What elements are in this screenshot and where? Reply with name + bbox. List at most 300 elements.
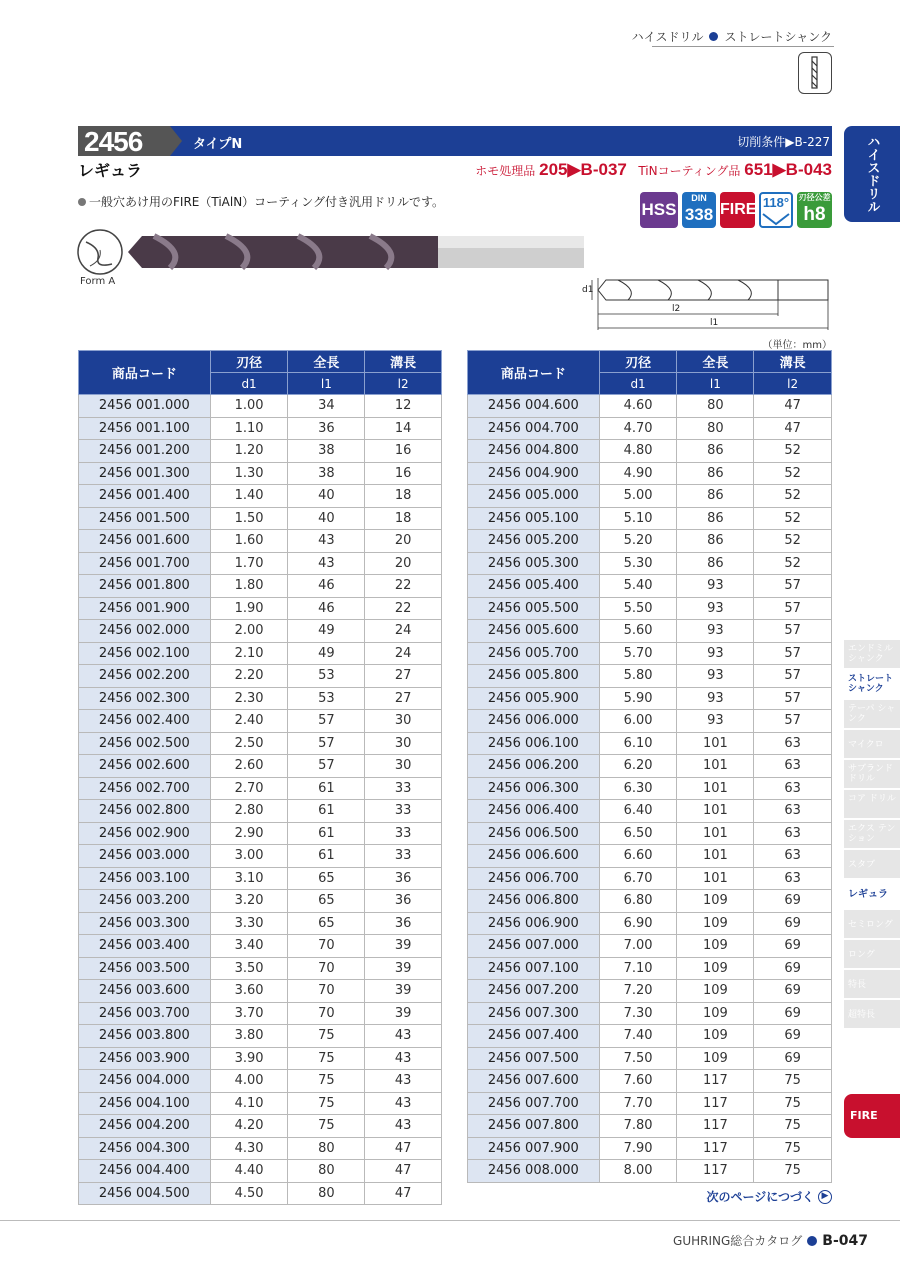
- table-row: [79, 822, 442, 845]
- product-code: 2456 005.500: [468, 597, 600, 620]
- overall-length-l1: 101: [677, 867, 754, 890]
- continue-next-page-link[interactable]: [706, 1188, 832, 1205]
- overall-length-l1: 65: [288, 867, 365, 890]
- flute-length-l2: 33: [365, 822, 442, 845]
- description: [78, 193, 444, 210]
- flute-length-l2: 52: [754, 552, 832, 575]
- flute-length-l2: 20: [365, 530, 442, 553]
- product-code: 2456 007.900: [468, 1137, 600, 1160]
- sidebar-item-core-drill[interactable]: コア ドリル: [844, 790, 900, 820]
- overall-length-l1: 109: [677, 1025, 754, 1048]
- overall-length-l1: 57: [288, 710, 365, 733]
- overall-length-l1: 46: [288, 597, 365, 620]
- table-row: [79, 710, 442, 733]
- drill-icon: [798, 52, 832, 94]
- product-code: 2456 006.500: [468, 822, 600, 845]
- overall-length-l1: 75: [288, 1025, 365, 1048]
- flute-length-l2: 47: [365, 1160, 442, 1183]
- flute-length-l2: 52: [754, 440, 832, 463]
- diameter-d1: 5.50: [599, 597, 677, 620]
- table-row: [468, 710, 832, 733]
- overall-length-l1: 75: [288, 1070, 365, 1093]
- cutting-conditions-link[interactable]: 切削条件▶B-227: [737, 135, 830, 149]
- continue-text: 次のページにつづく: [706, 1190, 814, 1204]
- product-code: 2456 006.400: [468, 800, 600, 823]
- diameter-d1: 1.70: [210, 552, 288, 575]
- tolerance-badge: [797, 192, 832, 228]
- table-row: [468, 867, 832, 890]
- diameter-d1: 8.00: [599, 1160, 677, 1183]
- flute-length-l2: 20: [365, 552, 442, 575]
- overall-length-l1: 86: [677, 530, 754, 553]
- flute-length-l2: 18: [365, 485, 442, 508]
- product-code: 2456 001.000: [79, 395, 211, 418]
- table-row: [468, 755, 832, 778]
- table-row: [79, 395, 442, 418]
- table-row: [468, 1115, 832, 1138]
- diameter-d1: 4.60: [599, 395, 677, 418]
- overall-length-l1: 93: [677, 597, 754, 620]
- overall-length-l1: 109: [677, 957, 754, 980]
- diameter-d1: 5.10: [599, 507, 677, 530]
- diameter-d1: 7.20: [599, 980, 677, 1003]
- homo-ref-link[interactable]: ▶B-037: [567, 160, 627, 179]
- overall-length-l1: 93: [677, 642, 754, 665]
- product-code: 2456 001.300: [79, 462, 211, 485]
- col-header-flute-length: 溝長: [365, 351, 442, 373]
- table-row: [79, 800, 442, 823]
- table-row: [468, 440, 832, 463]
- table-row: [79, 935, 442, 958]
- dimension-drawing: [578, 270, 834, 336]
- sidebar-item-subland-drill[interactable]: サブランド ドリル: [844, 760, 900, 790]
- product-code: 2456 007.400: [468, 1025, 600, 1048]
- overall-length-l1: 109: [677, 912, 754, 935]
- overall-length-l1: 93: [677, 710, 754, 733]
- diameter-d1: 3.80: [210, 1025, 288, 1048]
- overall-length-l1: 75: [288, 1047, 365, 1070]
- overall-length-l1: 109: [677, 980, 754, 1003]
- table-row: [468, 665, 832, 688]
- product-code: 2456 007.000: [468, 935, 600, 958]
- flute-length-l2: 57: [754, 710, 832, 733]
- diameter-d1: 4.00: [210, 1070, 288, 1093]
- product-code: 2456 006.600: [468, 845, 600, 868]
- product-number: 2456: [78, 126, 170, 156]
- sidebar-item-extra-long[interactable]: 特長: [844, 970, 900, 1000]
- sidebar-tab-fire[interactable]: FIRE: [844, 1094, 900, 1138]
- overall-length-l1: 61: [288, 800, 365, 823]
- table-row: [79, 440, 442, 463]
- diameter-d1: 4.50: [210, 1182, 288, 1205]
- overall-length-l1: 70: [288, 980, 365, 1003]
- table-row: [79, 1092, 442, 1115]
- flute-length-l2: 39: [365, 935, 442, 958]
- diameter-d1: 4.70: [599, 417, 677, 440]
- table-row: [468, 845, 832, 868]
- form-label: Form A: [80, 276, 116, 287]
- table-row: [468, 935, 832, 958]
- bullet-icon: [78, 198, 86, 206]
- product-code: 2456 004.500: [79, 1182, 211, 1205]
- sidebar-item-super-long[interactable]: 超特長: [844, 1000, 900, 1030]
- bullet-icon: [807, 1236, 817, 1246]
- table-row: [468, 912, 832, 935]
- flute-length-l2: 57: [754, 620, 832, 643]
- overall-length-l1: 117: [677, 1070, 754, 1093]
- flute-length-l2: 52: [754, 530, 832, 553]
- col-header-diameter: 刃径: [599, 351, 677, 373]
- product-code: 2456 003.900: [79, 1047, 211, 1070]
- sidebar-tab-high-speed-drill[interactable]: ハイスドリル: [844, 126, 900, 222]
- bullet-icon: [709, 32, 718, 41]
- overall-length-l1: 38: [288, 462, 365, 485]
- table-row: [468, 980, 832, 1003]
- col-header-overall-length: 全長: [677, 351, 754, 373]
- diameter-d1: 6.50: [599, 822, 677, 845]
- flute-length-l2: 63: [754, 732, 832, 755]
- table-row: [468, 485, 832, 508]
- diameter-d1: 4.90: [599, 462, 677, 485]
- product-code: 2456 004.200: [79, 1115, 211, 1138]
- flute-length-l2: 33: [365, 845, 442, 868]
- diameter-d1: 1.10: [210, 417, 288, 440]
- overall-length-l1: 53: [288, 687, 365, 710]
- product-code: 2456 006.700: [468, 867, 600, 890]
- col-header-code: 商品コード: [79, 351, 211, 395]
- diameter-d1: 2.00: [210, 620, 288, 643]
- tolerance-value: h8: [803, 204, 826, 225]
- breadcrumb: [632, 28, 832, 45]
- product-code: 2456 005.100: [468, 507, 600, 530]
- sidebar-item-extension[interactable]: エクス テンション: [844, 820, 900, 850]
- diameter-d1: 5.20: [599, 530, 677, 553]
- flute-length-l2: 27: [365, 665, 442, 688]
- overall-length-l1: 109: [677, 935, 754, 958]
- overall-length-l1: 117: [677, 1160, 754, 1183]
- col-header-l2: l2: [365, 373, 442, 395]
- table-row: [468, 1002, 832, 1025]
- product-code: 2456 003.300: [79, 912, 211, 935]
- table-row: [79, 912, 442, 935]
- diameter-d1: 7.10: [599, 957, 677, 980]
- diameter-d1: 4.10: [210, 1092, 288, 1115]
- product-code: 2456 005.600: [468, 620, 600, 643]
- diameter-d1: 4.30: [210, 1137, 288, 1160]
- flute-length-l2: 43: [365, 1070, 442, 1093]
- product-code: 2456 003.700: [79, 1002, 211, 1025]
- table-row: [79, 507, 442, 530]
- product-code: 2456 007.700: [468, 1092, 600, 1115]
- table-row: [468, 642, 832, 665]
- diameter-d1: 3.50: [210, 957, 288, 980]
- overall-length-l1: 80: [288, 1182, 365, 1205]
- table-row: [468, 1160, 832, 1183]
- flute-length-l2: 69: [754, 1002, 832, 1025]
- diameter-d1: 6.70: [599, 867, 677, 890]
- product-code: 2456 007.100: [468, 957, 600, 980]
- flute-length-l2: 57: [754, 575, 832, 598]
- flute-length-l2: 18: [365, 507, 442, 530]
- flute-length-l2: 24: [365, 642, 442, 665]
- table-row: [468, 552, 832, 575]
- table-row: [468, 507, 832, 530]
- table-row: [468, 890, 832, 913]
- table-row: [79, 867, 442, 890]
- product-code: 2456 003.000: [79, 845, 211, 868]
- table-row: [468, 800, 832, 823]
- flute-length-l2: 52: [754, 507, 832, 530]
- diameter-d1: 2.30: [210, 687, 288, 710]
- breadcrumb-category: ハイスドリル: [631, 30, 704, 44]
- product-code: 2456 004.400: [79, 1160, 211, 1183]
- sidebar-item-straight-shank[interactable]: ストレート シャンク: [844, 670, 900, 700]
- drill-image: [76, 228, 596, 280]
- table-row: [468, 575, 832, 598]
- arrow-icon: [170, 126, 182, 156]
- table-row: [468, 822, 832, 845]
- flute-length-l2: 47: [754, 395, 832, 418]
- table-row: [468, 1047, 832, 1070]
- table-row: [468, 530, 832, 553]
- table-row: [79, 530, 442, 553]
- flute-length-l2: 75: [754, 1115, 832, 1138]
- diameter-d1: 3.60: [210, 980, 288, 1003]
- product-code: 2456 002.300: [79, 687, 211, 710]
- diameter-d1: 6.10: [599, 732, 677, 755]
- homo-number: 205: [539, 160, 568, 179]
- diameter-d1: 3.90: [210, 1047, 288, 1070]
- product-code: 2456 004.600: [468, 395, 600, 418]
- description-text: 一般穴あけ用のFIRE（TiAlN）コーティング付き汎用ドリルです。: [89, 195, 445, 209]
- overall-length-l1: 65: [288, 890, 365, 913]
- sidebar-item-endmill-shank[interactable]: エンドミル シャンク: [844, 640, 900, 670]
- din-top: DIN: [691, 193, 707, 203]
- diameter-d1: 1.40: [210, 485, 288, 508]
- table-row: [79, 1115, 442, 1138]
- product-table-left: [78, 350, 442, 1205]
- table-row: [468, 1092, 832, 1115]
- flute-length-l2: 39: [365, 980, 442, 1003]
- diameter-d1: 2.40: [210, 710, 288, 733]
- overall-length-l1: 80: [677, 417, 754, 440]
- series-name: レギュラ: [78, 161, 143, 180]
- overall-length-l1: 86: [677, 440, 754, 463]
- product-code: 2456 004.700: [468, 417, 600, 440]
- product-code: 2456 007.300: [468, 1002, 600, 1025]
- reference-line: [475, 160, 832, 180]
- table-row: [468, 1025, 832, 1048]
- table-row: [79, 665, 442, 688]
- product-code: 2456 003.400: [79, 935, 211, 958]
- product-code: 2456 005.200: [468, 530, 600, 553]
- table-row: [79, 485, 442, 508]
- table-row: [468, 395, 832, 418]
- flute-length-l2: 39: [365, 1002, 442, 1025]
- product-code: 2456 003.500: [79, 957, 211, 980]
- sidebar-item-long[interactable]: ロング: [844, 940, 900, 970]
- diameter-d1: 6.20: [599, 755, 677, 778]
- product-code: 2456 005.400: [468, 575, 600, 598]
- product-code: 2456 002.500: [79, 732, 211, 755]
- diameter-d1: 4.20: [210, 1115, 288, 1138]
- flute-length-l2: 47: [754, 417, 832, 440]
- flute-length-l2: 12: [365, 395, 442, 418]
- table-row: [79, 462, 442, 485]
- overall-length-l1: 75: [288, 1092, 365, 1115]
- overall-length-l1: 109: [677, 890, 754, 913]
- col-header-l1: l1: [677, 373, 754, 395]
- unit-note: （単位：mm）: [762, 340, 832, 351]
- diameter-d1: 5.90: [599, 687, 677, 710]
- product-code: 2456 001.100: [79, 417, 211, 440]
- flute-length-l2: 52: [754, 462, 832, 485]
- product-code: 2456 001.900: [79, 597, 211, 620]
- overall-length-l1: 101: [677, 822, 754, 845]
- diameter-d1: 7.40: [599, 1025, 677, 1048]
- overall-length-l1: 109: [677, 1047, 754, 1070]
- flute-length-l2: 75: [754, 1092, 832, 1115]
- diameter-d1: 2.50: [210, 732, 288, 755]
- overall-length-l1: 61: [288, 777, 365, 800]
- flute-length-l2: 75: [754, 1137, 832, 1160]
- tin-ref-link[interactable]: ▶B-043: [772, 160, 832, 179]
- flute-length-l2: 57: [754, 665, 832, 688]
- overall-length-l1: 117: [677, 1137, 754, 1160]
- product-code: 2456 005.300: [468, 552, 600, 575]
- l1-label: l1: [710, 318, 719, 328]
- product-code: 2456 006.300: [468, 777, 600, 800]
- fire-badge: FIRE: [720, 192, 755, 228]
- table-row: [468, 957, 832, 980]
- table-row: [79, 777, 442, 800]
- product-code: 2456 006.000: [468, 710, 600, 733]
- footer: [673, 1232, 868, 1249]
- overall-length-l1: 101: [677, 777, 754, 800]
- flute-length-l2: 36: [365, 912, 442, 935]
- flute-length-l2: 69: [754, 890, 832, 913]
- din-badge: [682, 192, 716, 228]
- table-row: [79, 575, 442, 598]
- overall-length-l1: 61: [288, 845, 365, 868]
- flute-length-l2: 30: [365, 732, 442, 755]
- overall-length-l1: 57: [288, 755, 365, 778]
- flute-length-l2: 33: [365, 800, 442, 823]
- product-code: 2456 004.100: [79, 1092, 211, 1115]
- overall-length-l1: 117: [677, 1115, 754, 1138]
- diameter-d1: 6.00: [599, 710, 677, 733]
- col-header-flute-length: 溝長: [754, 351, 832, 373]
- col-header-d1: d1: [210, 373, 288, 395]
- footer-divider: [0, 1220, 900, 1221]
- product-code: 2456 004.300: [79, 1137, 211, 1160]
- point-angle-value: 118°: [762, 195, 790, 210]
- diameter-d1: 1.90: [210, 597, 288, 620]
- flute-length-l2: 16: [365, 462, 442, 485]
- overall-length-l1: 86: [677, 462, 754, 485]
- diameter-d1: 2.80: [210, 800, 288, 823]
- diameter-d1: 6.40: [599, 800, 677, 823]
- overall-length-l1: 40: [288, 485, 365, 508]
- product-code: 2456 001.600: [79, 530, 211, 553]
- overall-length-l1: 93: [677, 665, 754, 688]
- overall-length-l1: 65: [288, 912, 365, 935]
- diameter-d1: 2.70: [210, 777, 288, 800]
- product-code: 2456 003.200: [79, 890, 211, 913]
- overall-length-l1: 86: [677, 507, 754, 530]
- catalog-name: GUHRING総合カタログ: [673, 1234, 803, 1248]
- table-row: [79, 1025, 442, 1048]
- table-row: [79, 845, 442, 868]
- flute-length-l2: 47: [365, 1182, 442, 1205]
- diameter-d1: 1.50: [210, 507, 288, 530]
- overall-length-l1: 53: [288, 665, 365, 688]
- col-header-overall-length: 全長: [288, 351, 365, 373]
- table-row: [468, 1137, 832, 1160]
- sidebar-item-micro[interactable]: マイクロ: [844, 730, 900, 760]
- product-code: 2456 004.900: [468, 462, 600, 485]
- table-row: [79, 552, 442, 575]
- overall-length-l1: 93: [677, 620, 754, 643]
- flute-length-l2: 63: [754, 800, 832, 823]
- diameter-d1: 5.60: [599, 620, 677, 643]
- table-row: [79, 1070, 442, 1093]
- flute-length-l2: 69: [754, 935, 832, 958]
- table-row: [468, 732, 832, 755]
- page-number: B-047: [822, 1232, 868, 1249]
- sidebar-item-semi-long[interactable]: セミロング: [844, 910, 900, 940]
- table-row: [79, 642, 442, 665]
- product-code: 2456 005.700: [468, 642, 600, 665]
- homo-label: ホモ処理品: [475, 164, 536, 178]
- table-row: [468, 1070, 832, 1093]
- sidebar-item-stub[interactable]: スタブ: [844, 850, 900, 880]
- overall-length-l1: 93: [677, 575, 754, 598]
- flute-length-l2: 75: [754, 1160, 832, 1183]
- table-row: [79, 890, 442, 913]
- flute-length-l2: 69: [754, 957, 832, 980]
- table-row: [79, 1160, 442, 1183]
- diameter-d1: 3.10: [210, 867, 288, 890]
- sidebar-item-taper-shank[interactable]: テーパ シャンク: [844, 700, 900, 730]
- flute-length-l2: 39: [365, 957, 442, 980]
- overall-length-l1: 61: [288, 822, 365, 845]
- table-row: [79, 417, 442, 440]
- point-angle-badge: [759, 192, 793, 228]
- flute-length-l2: 69: [754, 1025, 832, 1048]
- diameter-d1: 2.90: [210, 822, 288, 845]
- flute-length-l2: 52: [754, 485, 832, 508]
- diameter-d1: 7.60: [599, 1070, 677, 1093]
- overall-length-l1: 43: [288, 552, 365, 575]
- flute-length-l2: 69: [754, 912, 832, 935]
- diameter-d1: 3.70: [210, 1002, 288, 1025]
- overall-length-l1: 101: [677, 732, 754, 755]
- overall-length-l1: 40: [288, 507, 365, 530]
- overall-length-l1: 36: [288, 417, 365, 440]
- diameter-d1: 7.30: [599, 1002, 677, 1025]
- product-code: 2456 002.600: [79, 755, 211, 778]
- product-code: 2456 001.700: [79, 552, 211, 575]
- col-header-code: 商品コード: [468, 351, 600, 395]
- flute-length-l2: 22: [365, 575, 442, 598]
- overall-length-l1: 80: [677, 395, 754, 418]
- flute-length-l2: 16: [365, 440, 442, 463]
- diameter-d1: 1.30: [210, 462, 288, 485]
- sidebar-item-regular[interactable]: レギュラ: [844, 880, 900, 910]
- diameter-d1: 7.90: [599, 1137, 677, 1160]
- product-code: 2456 002.700: [79, 777, 211, 800]
